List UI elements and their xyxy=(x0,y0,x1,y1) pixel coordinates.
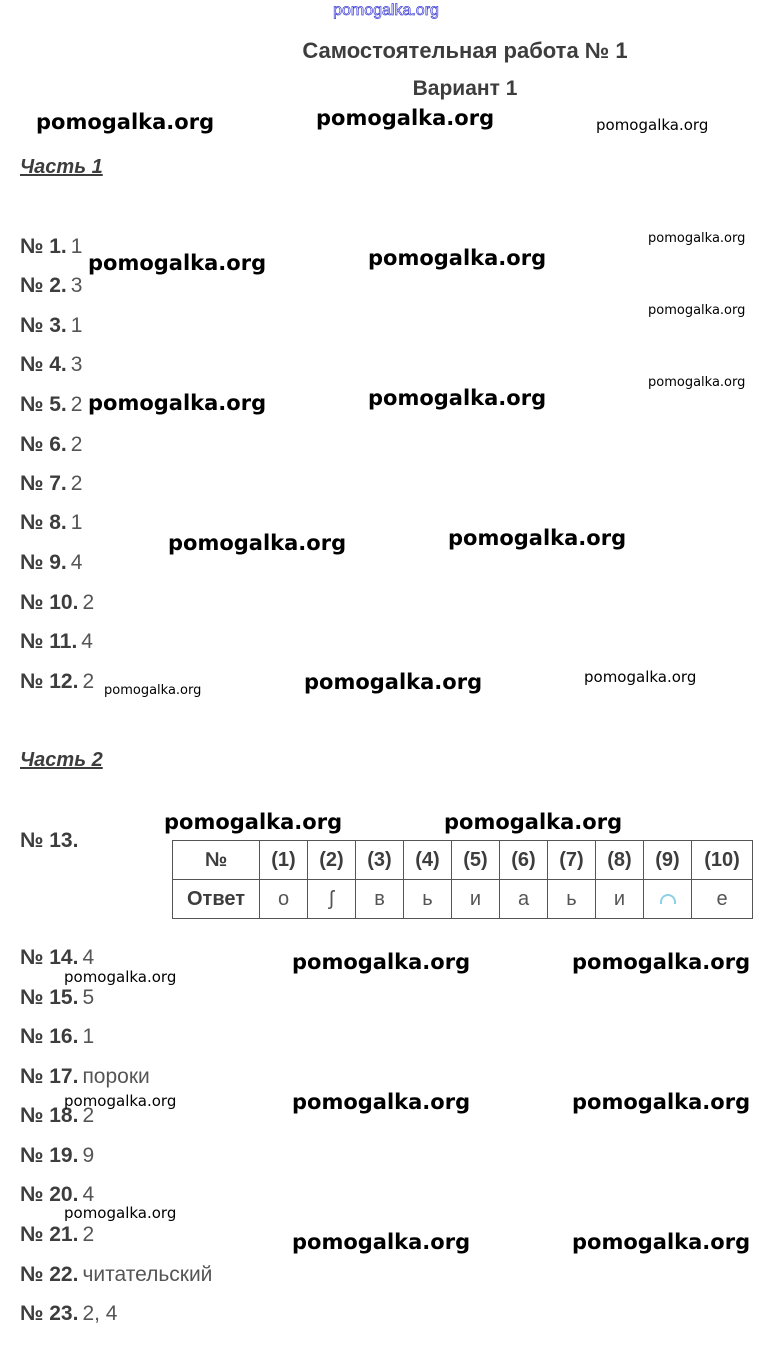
table-header-cell: (1) xyxy=(260,841,308,880)
answer-item xyxy=(20,511,82,535)
item-answer: 2 xyxy=(82,1104,95,1127)
item-answer: читательский xyxy=(82,1263,213,1286)
watermark: pomogalka.org xyxy=(368,386,547,410)
variant-subtitle: Вариант 1 xyxy=(412,77,518,100)
item-answer: 4 xyxy=(70,551,83,574)
item-answer: 2 xyxy=(70,393,83,416)
watermark: pomogalka.org xyxy=(648,303,746,318)
table-header-cell: (7) xyxy=(548,841,596,880)
watermark: pomogalka.org xyxy=(304,670,483,694)
item-answer: 4 xyxy=(82,1183,95,1206)
answer-item xyxy=(20,946,94,970)
watermark: pomogalka.org xyxy=(648,375,746,390)
item-number: № 8. xyxy=(20,511,67,534)
item-number: № 19. xyxy=(20,1144,79,1167)
item-answer: пороки xyxy=(82,1065,150,1088)
row-label-cell: Ответ xyxy=(173,880,260,919)
page-title: Самостоятельная работа № 1 xyxy=(302,38,628,63)
item-number: № 17. xyxy=(20,1065,79,1088)
table-cell: а xyxy=(500,880,548,919)
table-header-cell: (10) xyxy=(692,841,753,880)
table-cell: е xyxy=(692,880,753,919)
item-answer: 2 xyxy=(82,1223,95,1246)
item-number: № 20. xyxy=(20,1183,79,1206)
table-cell: ʃ xyxy=(308,880,356,919)
item-number: № 12. xyxy=(20,670,79,693)
item-answer: 9 xyxy=(82,1144,95,1167)
item-number: № 15. xyxy=(20,986,79,1009)
item-number: № 2. xyxy=(20,274,67,297)
item-answer: 4 xyxy=(82,946,95,969)
item-answer: 4 xyxy=(81,630,93,653)
answer-item xyxy=(20,314,82,338)
item-number: № 14. xyxy=(20,946,79,969)
item-answer: 1 xyxy=(70,511,83,534)
table-cell: и xyxy=(596,880,644,919)
answer-item xyxy=(20,591,94,615)
item-number: № 6. xyxy=(20,433,67,456)
item-number: № 5. xyxy=(20,393,67,416)
watermark: pomogalka.org xyxy=(584,668,697,686)
watermark: pomogalka.org xyxy=(36,110,215,134)
answer-item xyxy=(20,1065,150,1089)
table-header-cell: № xyxy=(173,841,260,880)
table-header-cell: (3) xyxy=(356,841,404,880)
watermark: pomogalka.org xyxy=(444,810,623,834)
table-cell xyxy=(644,880,692,919)
item-number: № 21. xyxy=(20,1223,79,1246)
watermark: pomogalka.org xyxy=(448,526,627,550)
table-cell: о xyxy=(260,880,308,919)
table-header-cell: (9) xyxy=(644,841,692,880)
watermark: pomogalka.org xyxy=(64,1092,177,1110)
table-cell: и xyxy=(452,880,500,919)
watermark: pomogalka.org xyxy=(316,106,495,130)
item-number: № 1. xyxy=(20,235,67,258)
watermark: pomogalka.org xyxy=(64,1204,177,1222)
item-number: № 18. xyxy=(20,1104,79,1127)
item-number: № 23. xyxy=(20,1302,79,1325)
watermark: pomogalka.org xyxy=(368,246,547,270)
table-header-cell: (4) xyxy=(404,841,452,880)
answer-item xyxy=(20,1263,212,1287)
watermark: pomogalka.org xyxy=(88,391,267,415)
answer-item xyxy=(20,829,78,853)
watermark: pomogalka.org xyxy=(292,1230,471,1254)
watermark: pomogalka.org xyxy=(164,810,343,834)
answer-item xyxy=(20,986,94,1010)
item-number: № 3. xyxy=(20,314,67,337)
part2-heading: Часть 2 xyxy=(20,749,103,771)
table-header-row xyxy=(173,841,753,880)
item-number: № 16. xyxy=(20,1025,79,1048)
item-answer: 2 xyxy=(82,670,95,693)
answer-item xyxy=(20,670,94,694)
answer-item xyxy=(20,1025,94,1049)
item-answer: 3 xyxy=(70,274,83,297)
watermark: pomogalka.org xyxy=(168,531,347,555)
watermark: pomogalka.org xyxy=(292,950,471,974)
item-number: № 4. xyxy=(20,353,67,376)
answer-item xyxy=(20,433,82,457)
watermark: pomogalka.org xyxy=(572,950,751,974)
table-row xyxy=(173,880,753,919)
table-cell: ь xyxy=(548,880,596,919)
ending-arc-icon xyxy=(660,894,676,904)
answer-item xyxy=(20,274,82,298)
table-header-cell: (5) xyxy=(452,841,500,880)
answer-item xyxy=(20,1223,94,1247)
watermark: pomogalka.org xyxy=(64,968,177,986)
answer-item xyxy=(20,235,82,259)
item-number: № 10. xyxy=(20,591,79,614)
table-header-cell: (2) xyxy=(308,841,356,880)
answer-table xyxy=(172,840,753,919)
item-number: № 9. xyxy=(20,551,67,574)
watermark: pomogalka.org xyxy=(104,683,202,698)
watermark: pomogalka.org xyxy=(596,116,709,134)
answer-item xyxy=(20,1144,94,1168)
item-number: № 11. xyxy=(20,630,78,653)
answer-item xyxy=(20,472,82,496)
item-answer: 3 xyxy=(70,353,83,376)
table-cell: ь xyxy=(404,880,452,919)
top-watermark: pomogalka.org xyxy=(333,2,439,19)
watermark: pomogalka.org xyxy=(648,231,746,246)
answer-item xyxy=(20,353,82,377)
table-header-cell: (6) xyxy=(500,841,548,880)
watermark: pomogalka.org xyxy=(572,1090,751,1114)
part1-heading: Часть 1 xyxy=(20,156,103,178)
item-answer: 1 xyxy=(82,1025,95,1048)
item-answer: 2 xyxy=(70,472,83,495)
watermark: pomogalka.org xyxy=(88,251,267,275)
item-answer: 5 xyxy=(82,986,95,1009)
answer-item xyxy=(20,630,93,654)
item-number: № 22. xyxy=(20,1263,79,1286)
item-answer: 2, 4 xyxy=(82,1302,118,1325)
item-number: № 7. xyxy=(20,472,67,495)
answer-item xyxy=(20,551,82,575)
item-answer: 1 xyxy=(70,314,83,337)
item-number: № 13. xyxy=(20,829,79,852)
item-answer: 2 xyxy=(70,433,83,456)
watermark: pomogalka.org xyxy=(292,1090,471,1114)
item-answer: 1 xyxy=(70,235,83,258)
answer-item xyxy=(20,393,82,417)
item-answer: 2 xyxy=(82,591,95,614)
table-cell: в xyxy=(356,880,404,919)
table-header-cell: (8) xyxy=(596,841,644,880)
answer-item xyxy=(20,1302,117,1326)
watermark: pomogalka.org xyxy=(572,1230,751,1254)
